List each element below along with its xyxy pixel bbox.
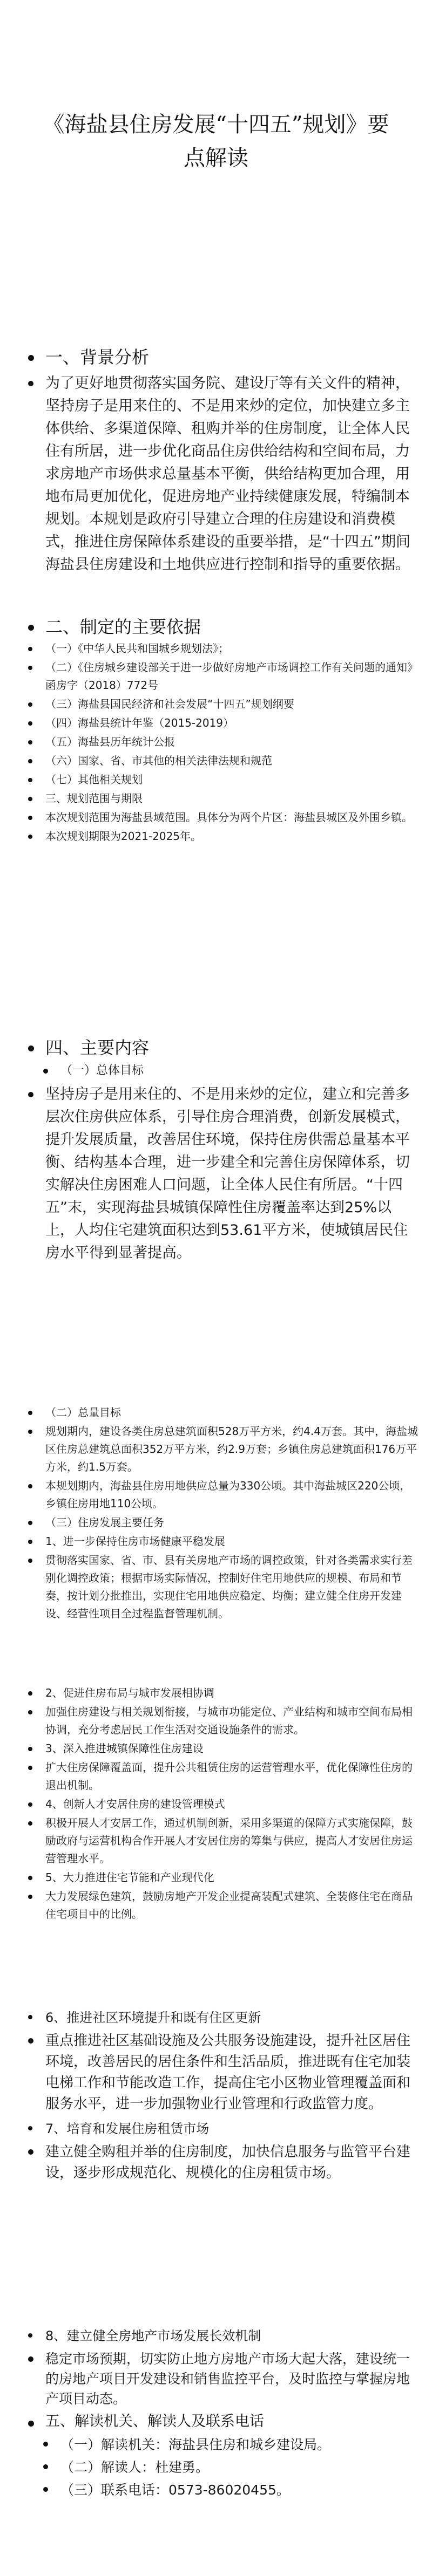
list-item: 大力发展绿色建筑，鼓励房地产开发企业提高装配式建筑、全装修住宅在商品住宅项目中的比例。	[26, 1888, 420, 1923]
section-heading: 五、解读机关、解读人及联系电话	[26, 2411, 420, 2432]
section-heading: 一、背景分析	[26, 345, 420, 369]
section-contacts	[26, 2325, 420, 2500]
list-item: （六）国家、省、市其他的相关法律法规和规范	[26, 752, 420, 770]
section-total-targets	[26, 1403, 420, 1623]
list-item: 本次规划范围为海盐县域范围。具体分为两个片区：海盐县城区及外围乡镇。	[26, 809, 420, 826]
list-item: （三）住房发展主要任务	[26, 1514, 420, 1532]
list-item: （五）海盐县历年统计公报	[26, 733, 420, 751]
contact-line: （二）解读人：杜建勇。	[26, 2457, 420, 2478]
list-item: 积极开展人才安居工作，通过机制创新，采用多渠道的保障方式实施保障，鼓励政府与运营机构合作开展人才安居住房的筹集与供应，提高人才安居住房运营管理水平。	[26, 1814, 420, 1868]
list-item: （二）《住房城乡建设部关于进一步做好房地产市场调控工作有关问题的通知》函房字（2018）772号	[26, 659, 420, 694]
list-item: （四）海盐县统计年鉴（2015-2019）	[26, 714, 420, 732]
list-item: 本规划期内，海盐县住房用地供应总量为330公顷。其中海盐城区220公顷，乡镇住房用地110公顷。	[26, 1477, 420, 1513]
contact-line: （一）解读机关：海盐县住房和城乡建设局。	[26, 2435, 420, 2455]
section-community	[26, 2007, 420, 2184]
list-item: 贯彻落实国家、省、市、县有关房地产市场的调控政策，针对各类需求实行差别化调控政策；根据市场实际情况，控制好住宅用地供应的规模、布局和节奏，按计划分批推出，实现住宅用地供应稳定、均衡；建立健全住房开发建设、经营性项目全过程监督管理机制。	[26, 1552, 420, 1623]
section-heading: 二、制定的主要依据	[26, 615, 420, 639]
list-item: 扩大住房保障覆盖面，提升公共租赁住房的运营管理水平，优化保障性住房的退出机制。	[26, 1759, 420, 1794]
section-paragraph: 建立健全购租并举的住房制度，加快信息服务与监管平台建设，逐步形成规范化、规模化的住房租赁市场。	[26, 2142, 420, 2184]
list-item: （一）《中华人民共和国城乡规划法》；	[26, 640, 420, 658]
page-title: 《海盐县住房发展“十四五”规划》要点解读	[43, 112, 389, 170]
section-paragraph: 为了更好地贯彻落实国务院、建设厅等有关文件的精神，坚持房子是用来住的、不是用来炒的定位，加快建立多主体供给、多渠道保障、租购并举的住房制度，让全体人民住有所居，进一步优化商品住房供给结构和空间布局，力求房地产市场供求总量基本平衡，供给结构更加合理，用地布局更加优化，促进房地产业持续健康发展，特编制本规划。本规划是政府引导建立合理的住房建设和消费模式，推进住房保障体系建设的重要举措，是“十四五”期间海盐县住房建设和土地供应进行控制和指导的重要依据。	[26, 372, 420, 576]
section-paragraph: 稳定市场预期，切实防止地方房地产市场大起大落，建设统一的房地产项目开发建设和销售监控平台，及时监控与掌握房地产项目动态。	[26, 2349, 420, 2409]
list-item: 2、促进住房布局与城市发展相协调	[26, 1684, 420, 1702]
list-item: 4、创新人才安居住房的建设管理模式	[26, 1795, 420, 1813]
subsection-heading: （一）总体目标	[26, 1062, 420, 1080]
list-item: （三）海盐县国民经济和社会发展“十四五”规划纲要	[26, 695, 420, 713]
section-paragraph: 坚持房子是用来住的、不是用来炒的定位，建立和完善多层次住房供应体系，引导住房合理消费，创新发展模式，提升发展质量，改善居住环境，保持住房供需总量基本平衡、结构基本合理，进一步建全和完善住房保障体系，切实解决住房困难人口问题，让全体人民住有所居。“十四五”末，实现海盐县城镇保障性住房覆盖率达到25%以上，人均住宅建筑面积达到53.61平方米，使城镇居民住房水平得到显著提高。	[26, 1083, 420, 1265]
list-item: 三、规划范围与期限	[26, 790, 420, 808]
section-paragraph: 重点推进社区基础设施及公共服务设施建设，提升社区居住环境，改善居民的居住条件和生活品质，推进既有住宅加装电梯工作和节能改造工作，提高住宅小区物业管理覆盖面和服务水平，进一步加强物业行业管理和行政监管力度。	[26, 2031, 420, 2115]
list-item: （七）其他相关规划	[26, 771, 420, 789]
list-item: 7、培育和发展住房租赁市场	[26, 2119, 420, 2138]
section-background	[26, 345, 420, 576]
list-item: 8、建立健全房地产市场发展长效机制	[26, 2326, 420, 2346]
section-heading: 四、主要内容	[26, 1036, 420, 1060]
list-item: （二）总量目标	[26, 1404, 420, 1422]
section-tasks	[26, 1683, 420, 1923]
section-basis	[26, 615, 420, 845]
list-item: 规划期内，建设各类住房总建筑面积528万平方米，约4.4万套。其中，海盐城区住房总建筑总面积352万平方米，约2.9万套；乡镇住房总建筑面积176万平方米，约1.5万套。	[26, 1423, 420, 1476]
list-item: 5、大力推进住宅节能和产业现代化	[26, 1869, 420, 1887]
list-item: 6、推进社区环境提升和既有住区更新	[26, 2008, 420, 2027]
list-item: 本次规划期限为2021-2025年。	[26, 828, 420, 845]
list-item: 1、进一步保持住房市场健康平稳发展	[26, 1533, 420, 1550]
section-main-content	[26, 1036, 420, 1265]
contact-line: （三）联系电话：0573-86020455。	[26, 2480, 420, 2500]
list-item: 加强住房建设与相关规划衔接，与城市功能定位、产业结构和城市空间布局相协调，充分考虑居民工作生活对交通设施条件的需求。	[26, 1703, 420, 1739]
list-item: 3、深入推进城镇保障性住房建设	[26, 1740, 420, 1758]
